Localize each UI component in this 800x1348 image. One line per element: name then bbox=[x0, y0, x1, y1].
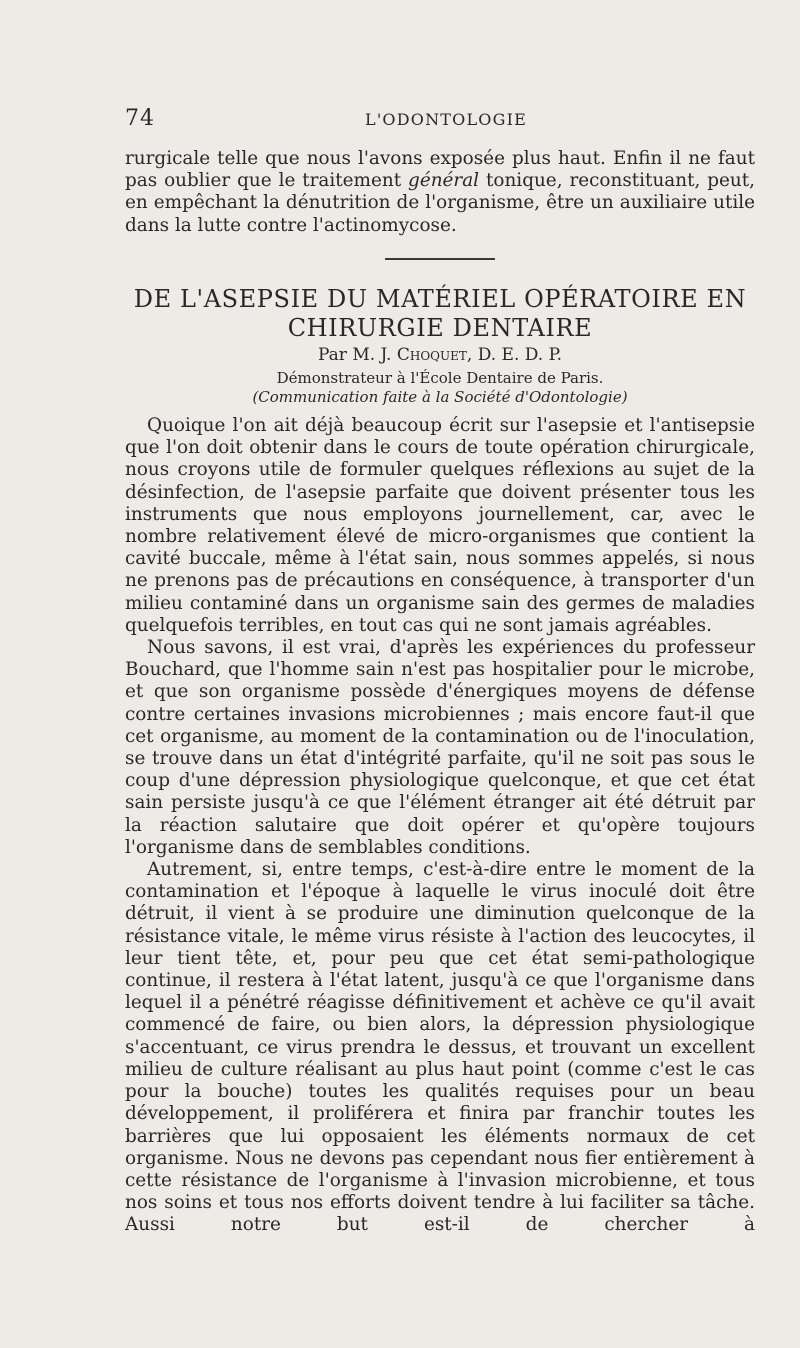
author-affiliation: Démonstrateur à l'École Dentaire de Paris. bbox=[276, 369, 604, 387]
article-paragraph-1: Quoique l'on ait déjà beaucoup écrit sur l'asepsie et l'antisepsie que l'on doit obtenir dans le cours de toute opération chirurgicale, nous croyons utile de formuler quelques réflexions au sujet de la désinfection, de l'asepsie parfaite que doivent présenter tous les instruments que nous employons journellement, car, avec le nombre relativement élevé de micro-organismes que contient la cavité buccale, même à l'état sain, nous sommes appelés, si nous ne prenons pas de précautions en conséquence, à transporter d'un milieu contaminé dans un organisme sain des germes de maladies quelquefois terribles, en tout cas qui ne sont jamais agréables. bbox=[125, 415, 755, 636]
author-name: Choquet bbox=[396, 345, 467, 365]
article-body bbox=[125, 415, 755, 1237]
byline: Par M. J. Choquet, D. E. D. P. bbox=[318, 345, 562, 365]
article-title-line-1: DE L'ASEPSIE DU MATÉRIEL OPÉRATOIRE EN bbox=[133, 285, 747, 313]
section-divider bbox=[385, 258, 495, 260]
article-title-line-2: CHIRURGIE DENTAIRE bbox=[287, 314, 593, 342]
article-paragraph-3: Autrement, si, entre temps, c'est-à-dire entre le moment de la contamination et l'époque à laquelle le virus inoculé doit être détruit, il vient à se produire une diminution quelconque de la résistance vitale, le même virus résiste à l'action des leucocytes, il leur tient tête, et, pour peu que cet état semi-pathologique continue, il restera à l'état latent, jusqu'à ce que l'organisme dans lequel il a pénétré réagisse définitivement et achève ce qu'il avait commencé de faire, ou bien alors, la dépression physiologique s'accentuant, ce virus prendra le dessus, et trouvant un excellent milieu de culture réalisant au plus haut point (comme c'est le cas pour la bouche) toutes les qualités requises pour un beau développement, il proliférera et finira par franchir toutes les barrières que lui opposaient les éléments normaux de cet organisme. Nous ne devons pas cependant nous fier entièrement à cette résistance de l'organisme à l'invasion microbienne, et tous nos soins et tous nos efforts doivent tendre à lui faciliter sa tâche. Aussi notre but est-il de chercher à bbox=[125, 859, 755, 1236]
emphasis-word: général bbox=[408, 170, 480, 192]
page-number: 74 bbox=[125, 106, 155, 131]
page-header bbox=[125, 106, 755, 136]
communication-note: (Communication faite à la Société d'Odontologie) bbox=[252, 388, 628, 406]
article-paragraph-2: Nous savons, il est vrai, d'après les expériences du professeur Bouchard, que l'homme sain n'est pas hospitalier pour le microbe, et que son organisme possède d'énergiques moyens de défense contre certaines invasions microbiennes ; mais encore faut-il que cet organisme, au moment de la contamination ou de l'inoculation, se trouve dans un état d'intégrité parfaite, qu'il ne soit pas sous le coup d'une dépression physiologique quelconque, et que cet état sain persiste jusqu'à ce que l'élément étranger ait été détruit par la réaction salutaire que doit opérer et qu'opère toujours l'organisme dans de semblables conditions. bbox=[125, 637, 755, 858]
running-head: L'ODONTOLOGIE bbox=[365, 110, 527, 129]
continuation-paragraph: rurgicale telle que nous l'avons exposée plus haut. Enfin il ne faut pas oublier que le traitement général tonique, reconstituant, peut, en empêchant la dénutrition de l'organisme, être un auxiliaire utile dans la lutte contre l'actinomycose. bbox=[125, 148, 755, 236]
continuation-block bbox=[125, 148, 755, 237]
